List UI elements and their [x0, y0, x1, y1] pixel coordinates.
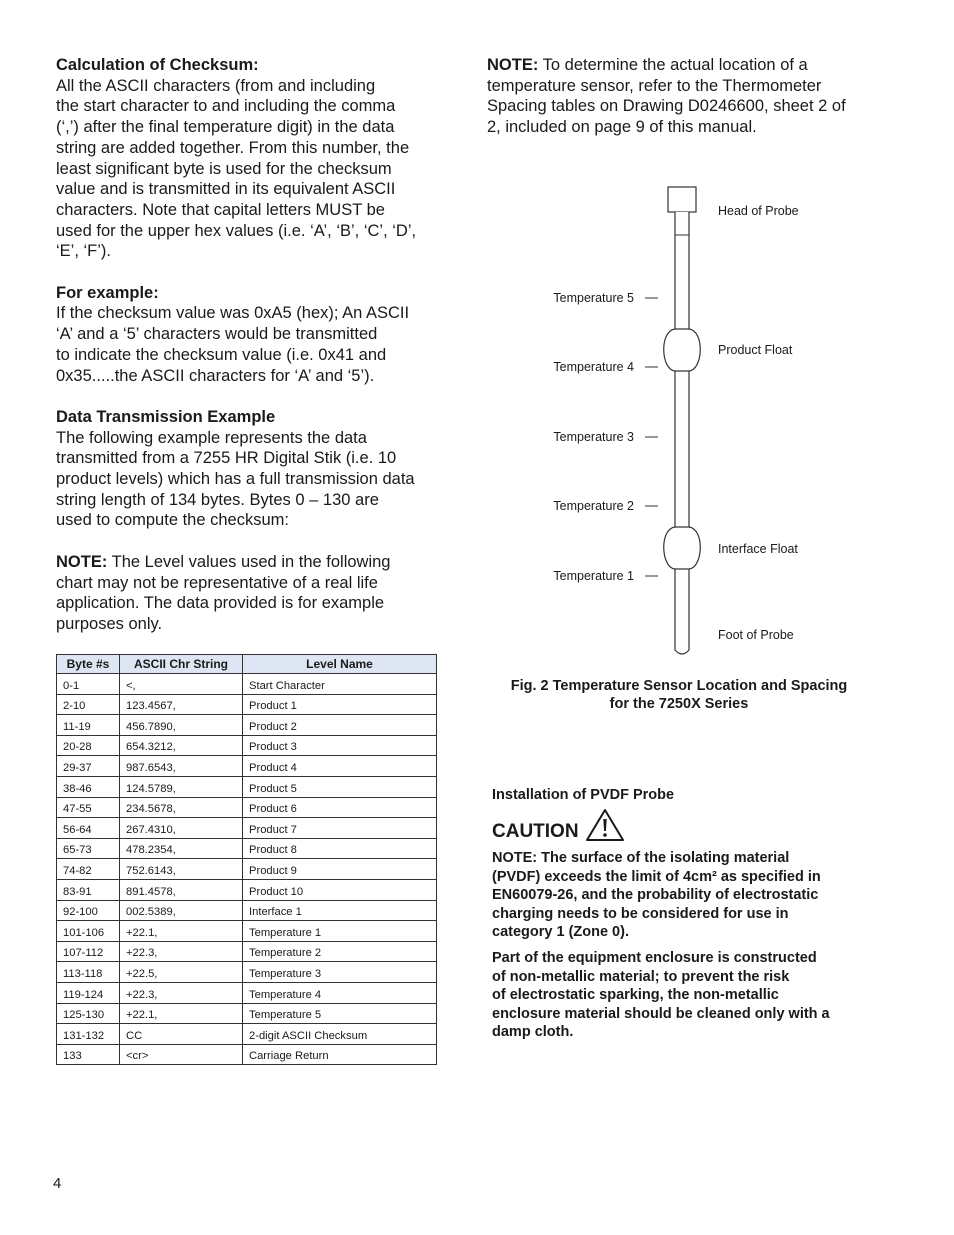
- level-name-cell: Product 6: [243, 797, 437, 818]
- table-row: [57, 859, 437, 880]
- byte-range-cell: 113-118: [57, 962, 120, 983]
- interface-float-shape: [664, 527, 701, 569]
- table-row: [57, 1003, 437, 1024]
- figure-caption: [487, 677, 871, 713]
- ascii-string-cell: 478.2354,: [120, 838, 243, 859]
- right-note-line: temperature sensor, refer to the Thermometer: [487, 76, 822, 95]
- byte-range-cell: 107-112: [57, 941, 120, 962]
- example-line: ‘A’ and a ‘5’ characters would be transmitted: [56, 325, 378, 344]
- caution-line: of electrostatic sparking, the non-metallic: [492, 987, 779, 1004]
- checksum-line: value and is transmitted in its equivalent ASCII: [56, 180, 396, 199]
- checksum-line: string are added together. From this number, the: [56, 138, 410, 157]
- right-note-line: 2, included on page 9 of this manual.: [487, 118, 757, 137]
- table-row: [57, 735, 437, 756]
- byte-range-cell: 74-82: [57, 859, 120, 880]
- level-name-cell: Product 2: [243, 715, 437, 736]
- caution-line: of non-metallic material; to prevent the risk: [492, 968, 790, 985]
- note-line: chart may not be representative of a real life: [56, 573, 378, 592]
- byte-range-cell: 83-91: [57, 879, 120, 900]
- probe-shaft: [675, 212, 689, 654]
- ascii-string-cell: 124.5789,: [120, 776, 243, 797]
- note-line: purposes only.: [56, 614, 163, 633]
- transmission-line: The following example represents the data: [56, 428, 367, 447]
- level-name-cell: Product 4: [243, 756, 437, 777]
- warning-triangle-icon: [585, 808, 625, 842]
- caution-label: CAUTION: [492, 821, 579, 842]
- transmission-heading: Data Transmission Example: [56, 407, 276, 426]
- table-row: [57, 797, 437, 818]
- level-name-cell: Temperature 5: [243, 1003, 437, 1024]
- right-note-line: Spacing tables on Drawing D0246600, sheet 2 of: [487, 97, 846, 116]
- ascii-string-cell: +22.5,: [120, 962, 243, 983]
- temperature-label: Temperature 2: [553, 499, 634, 513]
- caution-line: Part of the equipment enclosure is constructed: [492, 949, 817, 966]
- byte-range-cell: 2-10: [57, 694, 120, 715]
- table-row: [57, 674, 437, 695]
- temperature-label: Temperature 4: [553, 360, 634, 374]
- table-header-cell: Level Name: [243, 655, 437, 674]
- byte-range-cell: 65-73: [57, 838, 120, 859]
- ascii-string-cell: +22.3,: [120, 982, 243, 1003]
- table-row: [57, 776, 437, 797]
- level-name-cell: Product 3: [243, 735, 437, 756]
- transmission-line: used to compute the checksum:: [56, 511, 289, 530]
- checksum-line: used for the upper hex values (i.e. ‘A’, ‘B’, ‘C’, ‘D’,: [56, 221, 417, 240]
- transmission-line: transmitted from a 7255 HR Digital Stik (i.e. 10: [56, 449, 397, 468]
- byte-range-cell: 29-37: [57, 756, 120, 777]
- ascii-string-cell: +22.3,: [120, 941, 243, 962]
- byte-range-cell: 92-100: [57, 900, 120, 921]
- example-line: to indicate the checksum value (i.e. 0x41 and: [56, 345, 387, 364]
- transmission-line: product levels) which has a full transmission data: [56, 470, 415, 489]
- table-row: [57, 900, 437, 921]
- table-row: [57, 838, 437, 859]
- ascii-string-cell: <,: [120, 674, 243, 695]
- byte-range-cell: 38-46: [57, 776, 120, 797]
- ascii-string-cell: 456.7890,: [120, 715, 243, 736]
- table-header-cell: ASCII Chr String: [120, 655, 243, 674]
- right-column: [487, 55, 887, 138]
- checksum-heading: Calculation of Checksum:: [56, 56, 259, 74]
- byte-range-cell: 101-106: [57, 921, 120, 942]
- note-text: The Level values used in the following: [107, 552, 391, 571]
- ascii-string-cell: 654.3212,: [120, 735, 243, 756]
- ascii-string-cell: +22.1,: [120, 1003, 243, 1024]
- level-name-cell: Carriage Return: [243, 1044, 437, 1065]
- table-row: [57, 982, 437, 1003]
- checksum-line: ‘E’, ‘F’).: [56, 242, 111, 261]
- level-name-cell: Temperature 4: [243, 982, 437, 1003]
- level-name-cell: Interface 1: [243, 900, 437, 921]
- install-heading: Installation of PVDF Probe: [492, 787, 675, 803]
- caution-title: [492, 808, 625, 844]
- byte-range-cell: 133: [57, 1044, 120, 1065]
- product-float-label: Product Float: [718, 343, 793, 357]
- byte-range-cell: 119-124: [57, 982, 120, 1003]
- table-body: [57, 674, 437, 1065]
- level-name-cell: Temperature 3: [243, 962, 437, 983]
- caution-line: damp cloth.: [492, 1024, 574, 1041]
- checksum-line: the start character to and including the comma: [56, 97, 396, 116]
- caution-line: EN60079-26, and the probability of electrostatic: [492, 887, 819, 904]
- checksum-line: (‘,’) after the final temperature digit) in the data: [56, 118, 395, 137]
- probe-diagram: [487, 180, 887, 665]
- table-header-row: [57, 655, 437, 674]
- ascii-string-cell: 234.5678,: [120, 797, 243, 818]
- page-number: 4: [53, 1175, 62, 1192]
- table-row: [57, 715, 437, 736]
- left-column: [56, 55, 441, 635]
- table-row: [57, 1024, 437, 1045]
- product-float-shape: [664, 329, 701, 371]
- caution-line: charging needs to be considered for use in: [492, 905, 789, 922]
- table-row: [57, 921, 437, 942]
- probe-head-shape: [668, 187, 696, 212]
- ascii-string-cell: 123.4567,: [120, 694, 243, 715]
- caption-line: Fig. 2 Temperature Sensor Location and Spacing: [510, 678, 848, 694]
- byte-table: [56, 654, 437, 1065]
- caution-line: NOTE: The surface of the isolating material: [492, 850, 790, 866]
- byte-range-cell: 47-55: [57, 797, 120, 818]
- checksum-line: characters. Note that capital letters MUST be: [56, 200, 385, 219]
- right-note-line: [487, 55, 887, 76]
- caution-line: enclosure material should be cleaned only with a: [492, 1005, 830, 1022]
- level-name-cell: Product 10: [243, 879, 437, 900]
- right-note-text: To determine the actual location of a: [538, 56, 808, 74]
- checksum-line: least significant byte is used for the checksum: [56, 159, 392, 178]
- temperature-label: Temperature 5: [553, 291, 634, 305]
- ascii-string-cell: 752.6143,: [120, 859, 243, 880]
- byte-range-cell: 20-28: [57, 735, 120, 756]
- ascii-string-cell: 267.4310,: [120, 818, 243, 839]
- byte-range-cell: 56-64: [57, 818, 120, 839]
- ascii-string-cell: 987.6543,: [120, 756, 243, 777]
- caption-line: for the 7250X Series: [609, 696, 749, 712]
- note-label: NOTE:: [56, 552, 108, 571]
- byte-range-cell: 125-130: [57, 1003, 120, 1024]
- checksum-line: All the ASCII characters (from and including: [56, 76, 376, 95]
- table-row: [57, 756, 437, 777]
- table-row: [57, 1044, 437, 1065]
- ascii-string-cell: CC: [120, 1024, 243, 1045]
- level-name-cell: 2-digit ASCII Checksum: [243, 1024, 437, 1045]
- level-name-cell: Temperature 1: [243, 921, 437, 942]
- interface-float-label: Interface Float: [718, 542, 798, 556]
- level-name-cell: Product 8: [243, 838, 437, 859]
- table-row: [57, 941, 437, 962]
- ascii-string-cell: 891.4578,: [120, 879, 243, 900]
- level-name-cell: Product 9: [243, 859, 437, 880]
- head-of-probe-label: Head of Probe: [718, 204, 799, 218]
- table-row: [57, 694, 437, 715]
- level-name-cell: Temperature 2: [243, 941, 437, 962]
- level-name-cell: Product 1: [243, 694, 437, 715]
- table-row: [57, 962, 437, 983]
- ascii-string-cell: +22.1,: [120, 921, 243, 942]
- note-line: [56, 552, 441, 573]
- caution-line: category 1 (Zone 0).: [492, 924, 629, 941]
- table-header-cell: Byte #s: [57, 655, 120, 674]
- level-name-cell: Start Character: [243, 674, 437, 695]
- caution-body: [492, 849, 872, 1042]
- byte-range-cell: 0-1: [57, 674, 120, 695]
- foot-of-probe-label: Foot of Probe: [718, 628, 794, 642]
- level-name-cell: Product 7: [243, 818, 437, 839]
- right-note-label: NOTE:: [487, 56, 539, 74]
- ascii-string-cell: 002.5389,: [120, 900, 243, 921]
- temperature-label: Temperature 3: [553, 430, 634, 444]
- byte-range-cell: 11-19: [57, 715, 120, 736]
- table-row: [57, 818, 437, 839]
- byte-range-cell: 131-132: [57, 1024, 120, 1045]
- note-line: application. The data provided is for example: [56, 594, 385, 613]
- caution-line: (PVDF) exceeds the limit of 4cm² as specified in: [492, 868, 821, 885]
- temperature-label: Temperature 1: [553, 569, 634, 583]
- example-line: 0x35.....the ASCII characters for ‘A’ and ‘5’).: [56, 366, 375, 385]
- ascii-string-cell: <cr>: [120, 1044, 243, 1065]
- level-name-cell: Product 5: [243, 776, 437, 797]
- example-heading: For example:: [56, 283, 159, 302]
- example-line: If the checksum value was 0xA5 (hex); An ASCII: [56, 304, 410, 323]
- transmission-line: string length of 134 bytes. Bytes 0 – 130 are: [56, 490, 379, 509]
- table-row: [57, 879, 437, 900]
